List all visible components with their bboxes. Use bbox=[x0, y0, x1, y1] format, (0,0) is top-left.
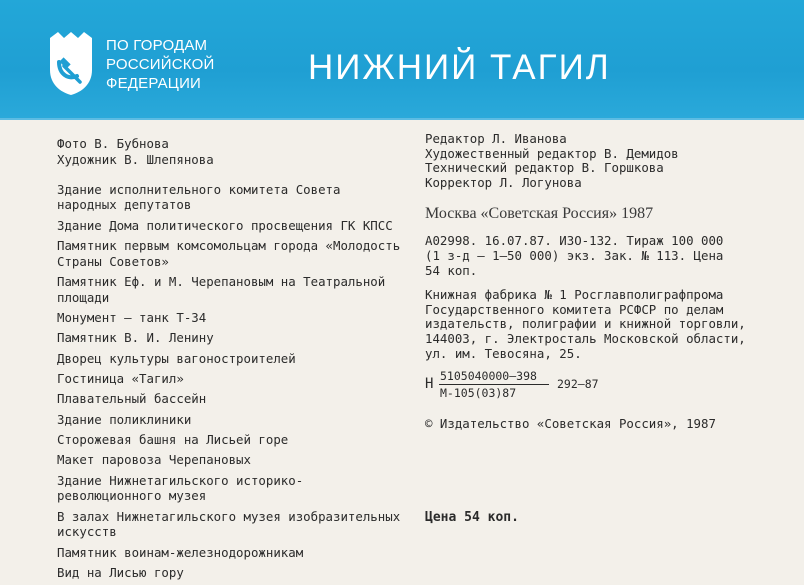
artist-credit: Художник В. Шлепянова bbox=[57, 151, 214, 167]
publisher-line: Москва «Советская Россия» 1987 bbox=[425, 205, 654, 223]
editor-line: Технический редактор В. Горшкова bbox=[425, 160, 664, 176]
contents-list bbox=[57, 182, 407, 581]
list-item: Здание исполнительного комитета Совета народных депутатов bbox=[57, 181, 341, 213]
list-item: Макет паровоза Черепановых bbox=[57, 452, 251, 468]
credits bbox=[57, 136, 407, 168]
factory-line: Книжная фабрика № 1 Росглавполиграфпрома bbox=[425, 287, 724, 303]
list-item: Памятник первым комсомольцам города «Молодость Страны Советов» bbox=[57, 237, 401, 269]
contents-column bbox=[57, 136, 407, 585]
index-numerator: 5105040000—398 bbox=[440, 369, 537, 384]
list-item: Памятник воинам-железнодорожникам bbox=[57, 544, 304, 560]
index-denominator: М-105(03)87 bbox=[440, 386, 517, 401]
factory-address bbox=[425, 288, 775, 361]
copyright: © Издательство «Советская Россия», 1987 bbox=[425, 416, 716, 432]
list-item: Плавательный бассейн bbox=[57, 391, 207, 407]
index-tail: 292—87 bbox=[557, 377, 599, 392]
list-item: Гостиница «Тагил» bbox=[57, 371, 184, 387]
list-item: В залах Нижнетагильского музея изобразительных искусств bbox=[57, 508, 401, 540]
editor-line: Корректор Л. Логунова bbox=[425, 174, 582, 190]
factory-line: Государственного комитета РСФСР по делам bbox=[425, 301, 724, 317]
list-item: Здание Дома политического просвещения ГК КПСС bbox=[57, 217, 393, 233]
fraction-line bbox=[439, 384, 549, 385]
index-letter: Н bbox=[425, 376, 434, 393]
header-banner bbox=[0, 0, 804, 120]
list-item: Монумент — танк Т-34 bbox=[57, 310, 207, 326]
photo-credit: Фото В. Бубнова bbox=[57, 136, 169, 151]
editor-line: Редактор Л. Иванова bbox=[425, 131, 567, 146]
print-line: 54 коп. bbox=[425, 262, 478, 278]
print-line: А02998. 16.07.87. ИЗО-132. Тираж 100 000 bbox=[425, 233, 724, 249]
factory-line: ул. им. Тевосяна, 25. bbox=[425, 345, 582, 361]
catalog-index bbox=[425, 369, 775, 403]
list-item: Сторожевая башня на Лисьей горе bbox=[57, 431, 289, 447]
series-line-2: РОССИЙСКОЙ bbox=[106, 56, 215, 73]
series-line-1: ПО ГОРОДАМ bbox=[106, 37, 208, 54]
list-item: Здание поликлиники bbox=[57, 411, 192, 427]
editors bbox=[425, 132, 775, 190]
list-item: Здание Нижнетагильского историко-революционного музея bbox=[57, 472, 304, 504]
list-item: Дворец культуры вагоностроителей bbox=[57, 350, 296, 366]
series-title bbox=[106, 36, 214, 93]
price-label: Цена 54 коп. bbox=[425, 510, 519, 525]
list-item: Вид на Лисью гору bbox=[57, 565, 184, 581]
print-details bbox=[425, 234, 775, 278]
city-title: НИЖНИЙ ТАГИЛ bbox=[308, 48, 611, 87]
factory-line: 144003, г. Электросталь Московской области, bbox=[425, 330, 746, 346]
imprint-column bbox=[425, 132, 775, 432]
list-item: Памятник Еф. и М. Черепановым на Театральной площади bbox=[57, 274, 386, 305]
list-item: Памятник В. И. Ленину bbox=[57, 330, 214, 346]
editor-line: Художественный редактор В. Демидов bbox=[425, 145, 679, 161]
factory-line: издательств, полиграфии и книжной торговли, bbox=[425, 316, 746, 332]
print-line: (1 з-д — 1—50 000) экз. Зак. № 113. Цена bbox=[425, 247, 724, 263]
series-line-3: ФЕДЕРАЦИИ bbox=[106, 75, 202, 92]
shield-hammer-sickle-icon bbox=[44, 30, 98, 96]
